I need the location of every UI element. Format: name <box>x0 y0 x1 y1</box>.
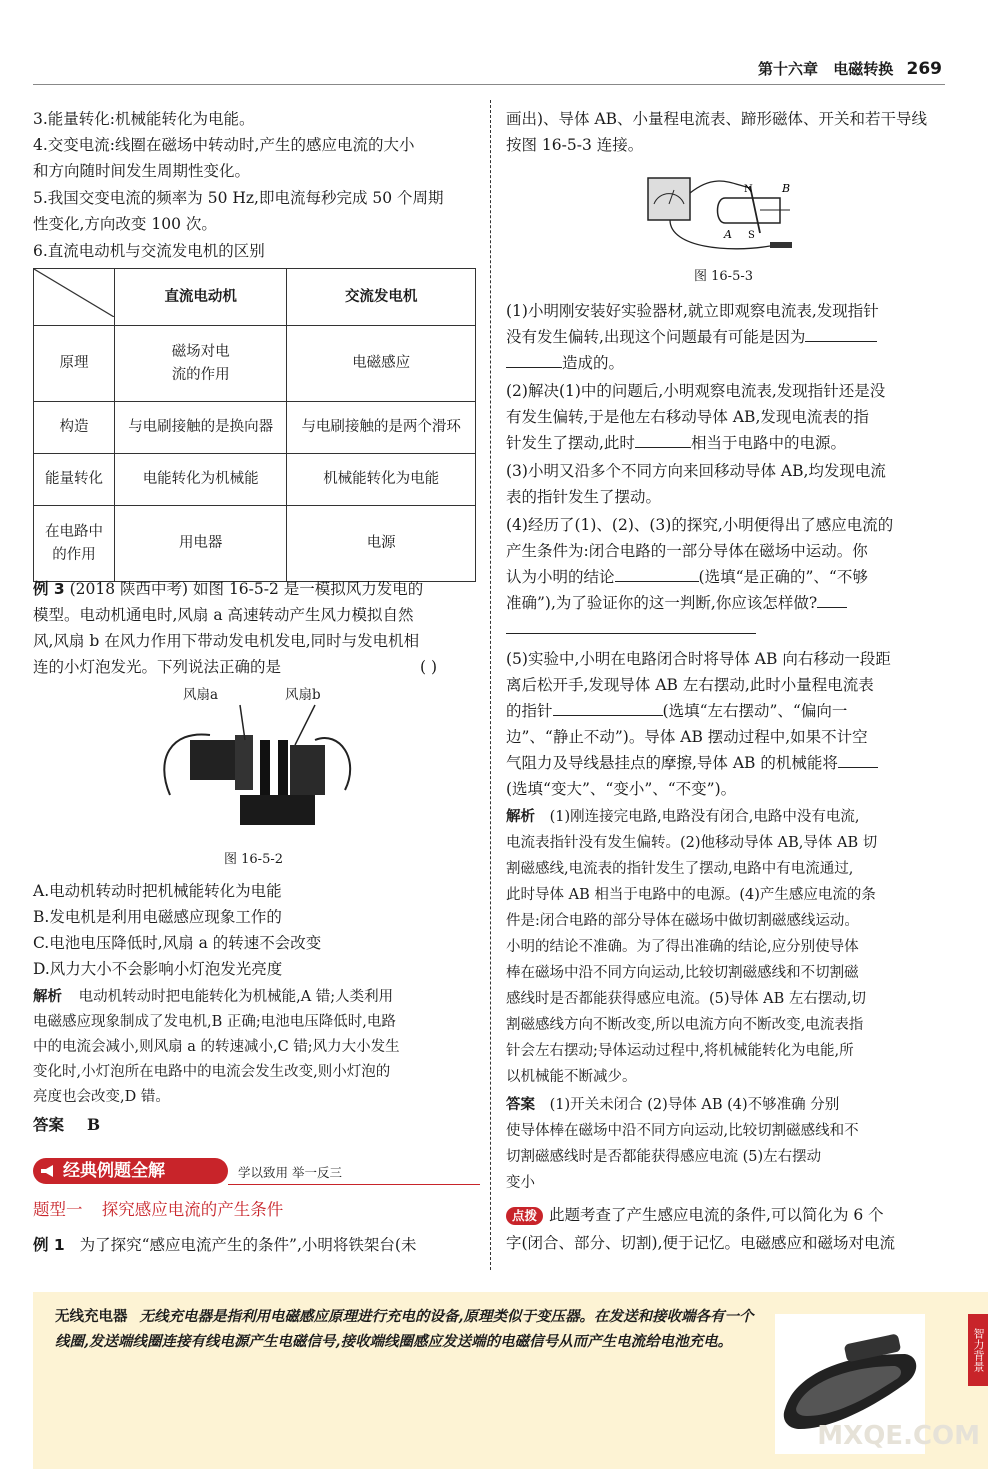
chapter-title: 电磁转换 <box>833 60 894 78</box>
analysis-label: 解析 <box>33 989 62 1005</box>
answer-blank[interactable] <box>615 567 699 582</box>
summary-line: 6.直流电动机与交流发电机的区别 <box>33 242 265 260</box>
example-text: (2018 陕西中考) 如图 16-5-2 是一模拟风力发电的 <box>69 580 424 598</box>
question-text: 造成的。 <box>562 354 625 372</box>
table-cell: 用电器 <box>115 506 287 582</box>
row-label: 在电路中 的作用 <box>34 506 115 582</box>
example-label: 例 1 <box>33 1236 65 1254</box>
answer-line: 使导体棒在磁场中沿不同方向运动,比较切割磁感线和不 <box>506 1123 859 1139</box>
question-line <box>506 324 877 350</box>
analysis-line: 割磁感线,电流表的指针发生了摆动,电路中有电流通过, <box>506 861 854 877</box>
watermark: MXQE.COM <box>817 1421 980 1451</box>
question-line: 离后松开手,发现导体 AB 左右摆动,此时小量程电流表 <box>506 676 874 694</box>
analysis-line: 电磁感应现象制成了发电机,B 正确;电池电压降低时,电路 <box>33 1014 396 1030</box>
analysis-line: 变化时,小灯泡所在电路中的电流会发生改变,则小灯泡的 <box>33 1064 391 1080</box>
question-text: 没有发生偏转,出现这个问题最有可能是因为 <box>506 328 806 346</box>
answer-line: 变小 <box>506 1175 535 1191</box>
example-text: 为了探究“感应电流产生的条件”,小明将铁架台(未 <box>79 1236 417 1254</box>
analysis-line: 以机械能不断减少。 <box>506 1069 637 1085</box>
analysis-label: 解析 <box>506 809 535 825</box>
tip-badge: 点拨 <box>506 1207 543 1225</box>
question-line <box>506 350 624 376</box>
intro-line: 画出)、导体 AB、小量程电流表、蹄形磁体、开关和若干导线 <box>506 110 928 128</box>
tip-title: 无线充电器 <box>55 1308 128 1325</box>
summary-line: 5.我国交变电流的频率为 50 Hz,即电流每秒完成 50 个周期 <box>33 189 444 207</box>
table-cell: 电源 <box>287 506 476 582</box>
summary-line: 4.交变电流:线圈在磁场中转动时,产生的感应电流的大小 <box>33 136 415 154</box>
diagonal-line <box>34 269 114 317</box>
table-header: 交流发电机 <box>287 269 476 326</box>
question-line <box>506 750 878 776</box>
example1-line <box>33 1232 416 1258</box>
question-line: (4)经历了(1)、(2)、(3)的探究,小明便得出了感应电流的 <box>506 516 894 534</box>
question-line: 表的指针发生了摆动。 <box>506 488 662 506</box>
comparison-table <box>33 268 476 582</box>
example3-line: 风,风扇 b 在风力作用下带动发电机发电,同时与发电机相 <box>33 632 420 650</box>
summary-line: 性变化,方向改变 100 次。 <box>33 215 217 233</box>
analysis-line: 针会左右摆动;导体运动过程中,将机械能转化为电能,所 <box>506 1043 854 1059</box>
question-line: 产生条件为:闭合电路的一部分导体在磁场中运动。你 <box>506 542 868 560</box>
banner-subtitle: 学以致用 举一反三 <box>238 1165 342 1180</box>
label-s: S <box>748 230 755 241</box>
question-line <box>506 698 847 724</box>
side-tag: 智力背景 <box>968 1314 988 1386</box>
analysis-line: 电流表指针没有发生偏转。(2)他移动导体 AB,导体 AB 切 <box>506 835 878 851</box>
option-d: D.风力大小不会影响小灯泡发光亮度 <box>33 960 283 978</box>
tip-text: 此题考查了产生感应电流的条件,可以简化为 6 个 <box>549 1206 884 1224</box>
figure-caption: 图 16-5-3 <box>694 269 754 284</box>
table-header: 直流电动机 <box>115 269 287 326</box>
type-heading <box>33 1197 283 1223</box>
table-cell: 电磁感应 <box>287 326 476 402</box>
question-line: (1)小明刚安装好实验器材,就立即观察电流表,发现指针 <box>506 302 879 320</box>
row-label: 能量转化 <box>34 454 115 506</box>
table-cell: 与电刷接触的是换向器 <box>115 402 287 454</box>
banner-rule <box>228 1184 480 1185</box>
tip-line: 字(闭合、部分、切割),便于记忆。电磁感应和磁场对电流 <box>506 1234 896 1252</box>
question-text: 相当于电路中的电源。 <box>690 434 846 452</box>
fig-label-fan-a: 风扇a <box>183 687 219 703</box>
induction-circuit-figure <box>640 168 810 258</box>
fig-label-fan-b: 风扇b <box>285 687 321 703</box>
option-a: A.电动机转动时把机械能转化为电能 <box>33 882 282 900</box>
page-number: 269 <box>906 59 942 79</box>
answer-blank[interactable] <box>817 593 847 608</box>
table-cell: 电能转化为机械能 <box>115 454 287 506</box>
example3-line: 模型。电动机通电时,风扇 a 高速转动产生风力模拟自然 <box>33 606 414 624</box>
answer-text: (1)开关未闭合 (2)导体 AB (4)不够准确 分别 <box>549 1097 840 1113</box>
row-label: 构造 <box>34 402 115 454</box>
answer-label: 答案 <box>33 1116 65 1134</box>
analysis-line <box>506 804 859 830</box>
wind-generator-figure <box>150 700 360 830</box>
type-title: 探究感应电流的产生条件 <box>101 1200 284 1219</box>
analysis-line <box>33 984 393 1010</box>
tip-line <box>506 1202 884 1228</box>
tip-body: 无线充电器是指利用电磁感应原理进行充电的设备,原理类似于变压器。在发送和接收端各有一个线圈,发送端线圈连接有线电源产生电磁信号,接收端线圈感应发送端的电磁信号从而产生电流给电池充电。 <box>55 1308 754 1350</box>
column-divider <box>490 100 491 1270</box>
question-text: 准确”),为了验证你的这一判断,你应该怎样做? <box>506 594 818 612</box>
analysis-line: 此时导体 AB 相当于电路中的电源。(4)产生感应电流的条 <box>506 887 876 903</box>
answer-blank[interactable] <box>506 353 562 368</box>
label-n: N <box>744 184 753 195</box>
analysis-text: 电动机转动时把电能转化为机械能,A 错;人类利用 <box>78 989 394 1005</box>
answer-bracket: ( ) <box>420 658 438 676</box>
summary-line: 3.能量转化:机械能转化为电能。 <box>33 110 255 128</box>
example3-line <box>33 576 423 602</box>
question-line: (选填“变大”、“变小”、“不变”)。 <box>506 780 737 798</box>
analysis-text: (1)刚连接完电路,电路没有闭合,电路中没有电流, <box>549 809 860 825</box>
type-label: 题型一 <box>33 1200 83 1219</box>
question-line <box>506 616 756 642</box>
analysis-line: 中的电流会减小,则风扇 a 的转速减小,C 错;风力大小发生 <box>33 1039 400 1055</box>
tip-paragraph <box>55 1304 755 1354</box>
answer-blank[interactable] <box>506 619 756 634</box>
label-b: B <box>782 182 791 195</box>
question-text: 气阻力及导线悬挂点的摩擦,导体 AB 的机械能将 <box>506 754 838 772</box>
section-banner <box>33 1156 480 1186</box>
question-line <box>506 430 846 456</box>
table-cell: 与电刷接触的是两个滑环 <box>287 402 476 454</box>
question-line <box>506 564 868 590</box>
answer-blank[interactable] <box>838 753 878 768</box>
figure-caption: 图 16-5-2 <box>224 852 284 867</box>
label-a: A <box>724 228 732 241</box>
banner-title: 经典例题全解 <box>33 1158 228 1184</box>
question-line: (5)实验中,小明在电路闭合时将导体 AB 向右移动一段距 <box>506 650 891 668</box>
page-header <box>758 58 942 79</box>
analysis-line: 感线时是否都能获得感应电流。(5)导体 AB 左右摆动,切 <box>506 991 866 1007</box>
answer-label: 答案 <box>506 1097 535 1113</box>
question-line <box>506 590 847 616</box>
question-text: (选填“左右摆动”、“偏向一 <box>662 702 848 720</box>
answer-blank[interactable] <box>635 433 691 448</box>
answer-blank[interactable] <box>805 327 877 342</box>
analysis-line: 亮度也会改变,D 错。 <box>33 1089 170 1105</box>
example-label: 例 3 <box>33 580 65 598</box>
megaphone-icon <box>40 1164 56 1178</box>
question-text: 认为小明的结论 <box>506 568 615 586</box>
answer-line <box>506 1092 839 1118</box>
intro-line: 按图 16-5-3 连接。 <box>506 136 644 154</box>
question-line: (3)小明又沿多个不同方向来回移动导体 AB,均发现电流 <box>506 462 886 480</box>
table-cell: 机械能转化为电能 <box>287 454 476 506</box>
summary-line: 和方向随时间发生周期性变化。 <box>33 162 251 180</box>
analysis-line: 小明的结论不准确。为了得出准确的结论,应分别使导体 <box>506 939 859 955</box>
question-line: 有发生偏转,于是他左右移动导体 AB,发现电流表的指 <box>506 408 869 426</box>
question-text: 针发生了摆动,此时 <box>506 434 635 452</box>
answer-line: 切割磁感线时是否都能获得感应电流 (5)左右摆动 <box>506 1149 822 1165</box>
analysis-line: 棒在磁场中沿不同方向运动,比较切割磁感线和不切割磁 <box>506 965 859 981</box>
question-text: (选填“是正确的”、“不够 <box>698 568 868 586</box>
example3-line: 连的小灯泡发光。下列说法正确的是 <box>33 658 282 676</box>
row-label: 原理 <box>34 326 115 402</box>
analysis-line: 件是:闭合电路的部分导体在磁场中做切割磁感线运动。 <box>506 913 859 929</box>
question-line: (2)解决(1)中的问题后,小明观察电流表,发现指针还是没 <box>506 382 886 400</box>
question-line: 边”、“静止不动”)。导体 AB 摆动过程中,如果不计空 <box>506 728 868 746</box>
answer-value: B <box>86 1115 101 1134</box>
table-corner-cell <box>34 269 115 326</box>
header-rule <box>33 84 945 85</box>
option-b: B.发电机是利用电磁感应现象工作的 <box>33 908 282 926</box>
table-cell: 磁场对电 流的作用 <box>115 326 287 402</box>
option-c: C.电池电压降低时,风扇 a 的转速不会改变 <box>33 934 322 952</box>
answer-line <box>33 1112 100 1138</box>
analysis-line: 割磁感线方向不断改变,所以电流方向不断改变,电流表指 <box>506 1017 864 1033</box>
question-text: 的指针 <box>506 702 553 720</box>
answer-blank[interactable] <box>553 701 663 716</box>
chapter-number: 第十六章 <box>758 60 819 78</box>
